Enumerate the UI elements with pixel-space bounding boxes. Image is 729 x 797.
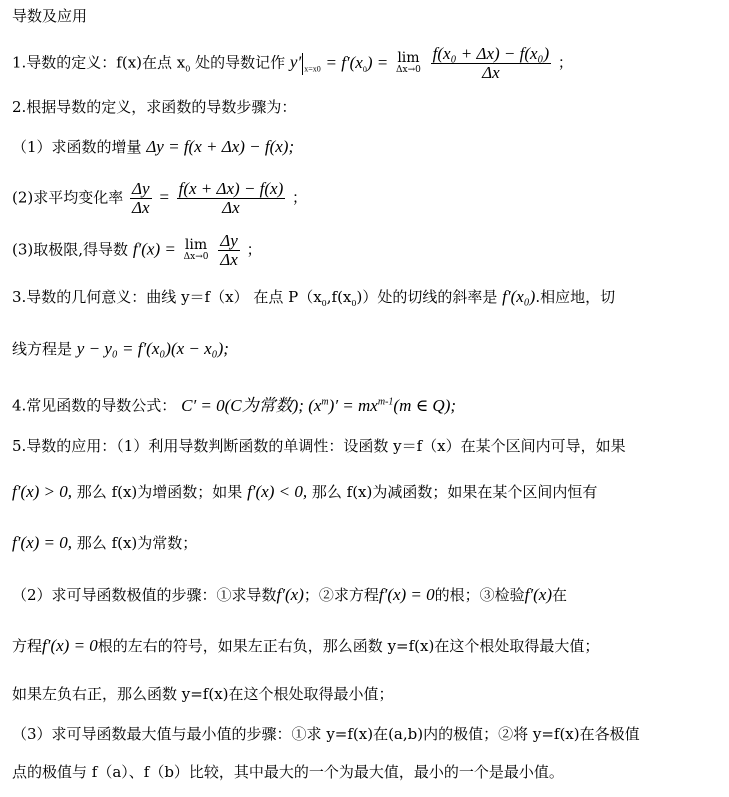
limit-operator: lim Δx→0 xyxy=(183,236,209,262)
extrema-steps-line xyxy=(12,585,567,605)
applications-line-2 xyxy=(12,482,597,502)
max-min-steps-line: （3）求可导函数最大值与最小值的步骤：①求 y=f(x)在(a,b)内的极值；②将 y=f(x)在各极值 xyxy=(12,725,640,743)
semicolon: ； xyxy=(557,53,573,72)
constant-text: 那么 f(x)为常数； xyxy=(72,534,198,552)
step2-line xyxy=(12,180,307,217)
geometric-text-2: ,f(x xyxy=(326,288,352,306)
definition-line xyxy=(12,45,573,82)
limit-operator: lim Δx→0 xyxy=(396,49,421,75)
maximum-text: 根的左右的符号，如果左正右负，那么函数 y=f(x)在这个根处取得最大值； xyxy=(97,637,600,655)
common-derivatives-line xyxy=(12,392,456,416)
geometric-meaning-line xyxy=(12,287,615,314)
step1-text: （1）求函数的增量 xyxy=(12,138,142,156)
increasing-text: 那么 f(x)为增函数；如果 xyxy=(72,483,243,501)
slope-formula: f′(x₀) xyxy=(502,287,536,306)
geometric-text: 3.导数的几何意义：曲线 y＝f（x） 在点 P（x xyxy=(12,288,322,306)
extrema-text-4: 在 xyxy=(551,586,567,604)
derivative-symbol: f′(x) xyxy=(276,585,304,604)
geometric-text-3: )）处的切线的斜率是 xyxy=(356,288,498,306)
semicolon: ； xyxy=(246,240,262,259)
extrema-text-3: 的根；③检验 xyxy=(434,586,525,604)
page-title: 导数及应用 xyxy=(12,7,88,25)
equation-text: 方程 xyxy=(12,637,43,655)
negative-derivative: f′(x) < 0, xyxy=(247,482,308,501)
max-min-compare-line: 点的极值与 f（a）、f（b）比较，其中最大的一个为最大值，最小的一个是最小值。 xyxy=(12,763,564,781)
increment-fraction: $\frac{f(x + \Delta x) - f(x)}{\Delta x}$ xyxy=(178,179,284,217)
y-prime: y′ xyxy=(289,52,302,72)
tangent-line-equation xyxy=(12,339,229,359)
minimum-line: 如果左负右正，那么函数 y=f(x)在这个根处取得最小值； xyxy=(12,685,394,703)
definition-text-tail: 处的导数记作 xyxy=(190,53,286,72)
derivative-notation: = $f'(x_0)$ = xyxy=(325,52,389,74)
applications-line-1: 5.导数的应用：（1）利用导数判断函数的单调性：设函数 y＝f（x）在某个区间内可导，如果 xyxy=(12,437,626,455)
tangent-formula: y − y₀ = f′(x₀)(x − x₀); xyxy=(76,339,229,358)
limit-fraction: $\frac{\Delta y}{\Delta x}$ xyxy=(220,231,238,269)
applications-line-3 xyxy=(12,533,197,553)
derivative-symbol: f′(x) = xyxy=(132,239,176,259)
subscript-zero: 0 xyxy=(351,299,357,308)
subscript-zero: 0 xyxy=(185,64,191,74)
common-derivatives-text: 4.常见函数的导数公式： xyxy=(12,396,177,415)
zero-derivative: f′(x) = 0, xyxy=(12,533,73,552)
subscript-zero: 0 xyxy=(321,299,327,308)
step2-text: (2)求平均变化率 xyxy=(12,188,124,207)
derivative-equation: f′(x) = 0 xyxy=(42,636,98,655)
positive-derivative: f′(x) > 0, xyxy=(12,482,73,501)
step3-line xyxy=(12,232,262,269)
extrema-text-1: （2）求可导函数极值的步骤：①求导数 xyxy=(12,586,277,604)
derivative-equation: f′(x) = 0 xyxy=(378,585,435,604)
step3-text: (3)取极限,得导数 xyxy=(12,240,129,259)
extrema-text-2: ；②求方程 xyxy=(303,586,379,604)
equals-sign: = xyxy=(158,187,170,207)
definition-text: 1.导数的定义：f(x)在点 x xyxy=(12,53,186,72)
extrema-sign-line xyxy=(12,636,599,656)
tangent-text: 线方程是 xyxy=(12,340,73,358)
evaluation-subscript: x=x0 xyxy=(304,64,321,74)
geometric-text-4: .相应地，切 xyxy=(535,288,616,306)
step1-formula: Δy = f(x + Δx) − f(x); xyxy=(146,137,295,156)
derivative-formulas: C′ = 0(C为常数); $(x^m)' = mx^{m-1}(m$ ∈ Q); xyxy=(181,395,457,415)
difference-quotient: $\frac{\text{f(x₀ + Δx) − f(x₀)}}{\Delta x}$ xyxy=(432,44,550,82)
decreasing-text: 那么 f(x)为减函数；如果在某个区间内恒有 xyxy=(307,483,598,501)
semicolon: ； xyxy=(292,188,308,207)
step1-line xyxy=(12,137,294,157)
derivative-symbol: f′(x) xyxy=(524,585,552,604)
average-rate-fraction: $\frac{\Delta y}{\Delta x}$ xyxy=(132,179,150,217)
steps-heading: 2.根据导数的定义，求函数的导数步骤为： xyxy=(12,98,297,116)
